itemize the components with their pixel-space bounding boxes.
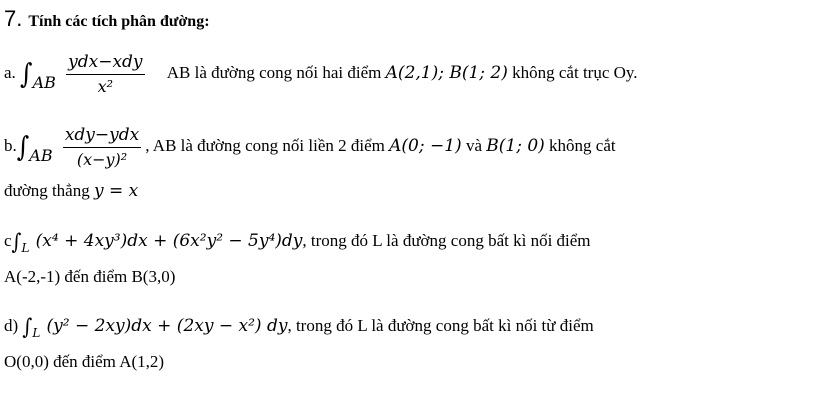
part-c: [4, 231, 591, 255]
part-d-text: , trong đó L là đường cong bất kì nối từ điểm: [287, 316, 594, 335]
part-d-label: d): [4, 316, 19, 335]
part-a-label: a.: [4, 62, 16, 82]
part-b-line2-math: y = x: [93, 181, 139, 201]
part-d: [4, 316, 594, 340]
integral-sign-icon: ∫: [16, 130, 30, 164]
exercise-title: [4, 6, 210, 32]
part-c-label: c: [4, 231, 12, 250]
part-b: [4, 125, 616, 169]
part-a-text-after: không cắt trục Oy.: [512, 62, 638, 82]
part-c-text: , trong đó L là đường cong bất kì nối điểm: [302, 231, 591, 250]
part-b-subscript: AB: [29, 145, 53, 165]
part-b-denominator: (x−y)²: [76, 150, 128, 169]
part-b-fraction: [63, 125, 141, 169]
part-b-point-a: A(0; −1): [389, 135, 462, 156]
part-b-text: , AB là đường cong nối liền 2 điểm: [145, 135, 385, 155]
part-b-numerator: xdy−ydx: [63, 125, 141, 148]
part-b-line2-text: đường thẳng: [4, 181, 90, 200]
part-a-subscript: AB: [32, 72, 56, 92]
part-a-numerator: ydx−xdy: [66, 52, 144, 75]
part-a-text: AB là đường cong nối hai điểm: [166, 62, 382, 82]
integral-sign-icon: ∫: [22, 314, 33, 340]
exercise-title-text: Tính các tích phân đường:: [28, 13, 210, 30]
part-c-line2: A(-2,-1) đến điểm B(3,0): [4, 267, 176, 286]
part-d-subscript: L: [32, 326, 41, 340]
integral-sign-icon: ∫: [20, 57, 33, 91]
exercise-number: 7.: [4, 6, 23, 31]
part-b-point-b: B(1; 0): [486, 135, 545, 156]
part-d-integrand: (y² − 2xy)dx + (2xy − x²) dy: [46, 316, 288, 336]
integral-sign-icon: ∫: [11, 229, 22, 255]
part-c-integrand: (x⁴ + 4xy³)dx + (6x²y² − 5y⁴)dy: [35, 231, 303, 251]
part-b-text-after: không cắt: [549, 135, 616, 155]
part-d-line2: O(0,0) đến điểm A(1,2): [4, 352, 165, 371]
part-b-label: b.: [4, 135, 17, 155]
part-a-fraction: [66, 52, 144, 96]
part-a-points: A(2,1); B(1; 2): [385, 62, 508, 83]
part-b-conj: và: [465, 135, 482, 155]
part-b-line2: [4, 181, 138, 201]
part-a: [4, 52, 638, 96]
part-a-denominator: x²: [97, 77, 114, 96]
part-c-subscript: L: [21, 241, 30, 255]
